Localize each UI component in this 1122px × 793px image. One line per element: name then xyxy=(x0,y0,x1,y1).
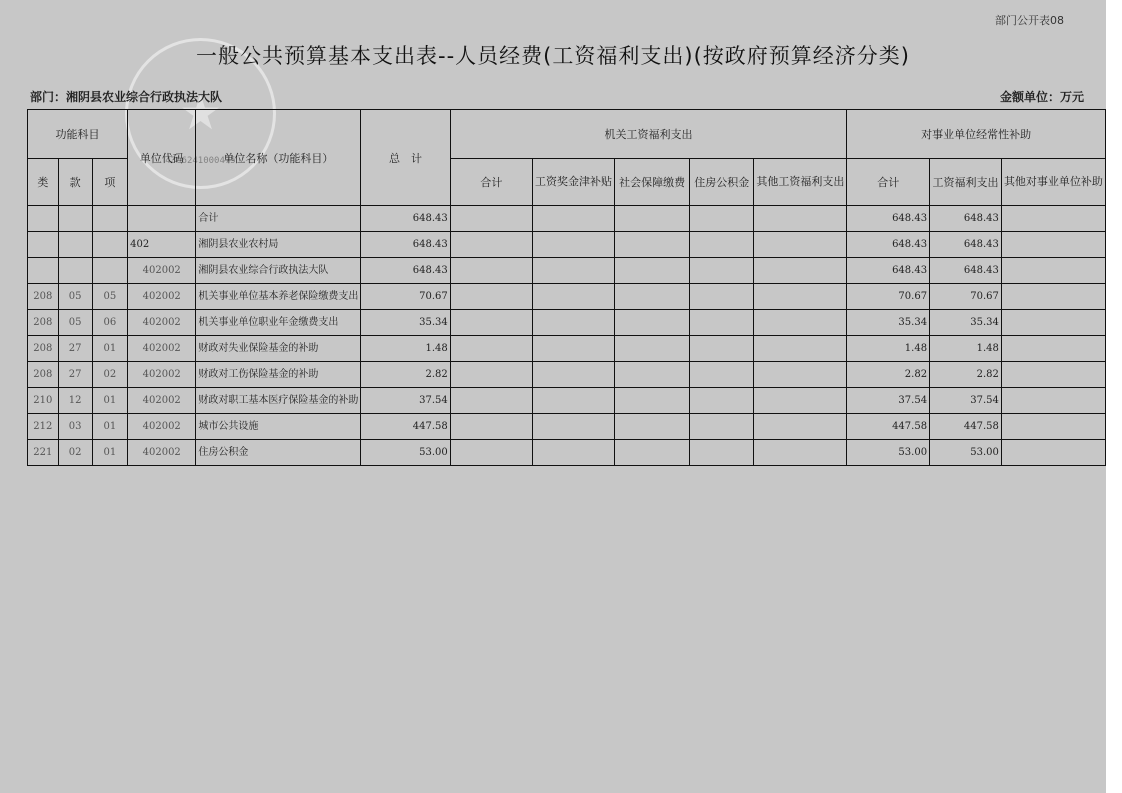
cell-org-other xyxy=(754,388,847,414)
cell-org-housing xyxy=(690,336,754,362)
cell-inst-salary: 648.43 xyxy=(930,258,1002,284)
cell-unit-code: 402002 xyxy=(128,362,196,388)
cell-inst-sum: 648.43 xyxy=(847,232,930,258)
cell-unit-name: 湘阴县农业综合行政执法大队 xyxy=(196,258,361,284)
cell-unit-name: 财政对失业保险基金的补助 xyxy=(196,336,361,362)
cell-org-other xyxy=(754,284,847,310)
header-org-sum: 合计 xyxy=(450,159,532,206)
form-tag: 部门公开表08 xyxy=(995,14,1064,27)
cell-org-housing xyxy=(690,258,754,284)
cell-unit-name: 财政对职工基本医疗保险基金的补助 xyxy=(196,388,361,414)
table-row xyxy=(28,336,1106,362)
cell-unit-code: 402002 xyxy=(128,440,196,466)
cell-kuan xyxy=(58,258,92,284)
cell-org-housing xyxy=(690,440,754,466)
cell-unit-name: 财政对工伤保险基金的补助 xyxy=(196,362,361,388)
cell-inst-salary: 648.43 xyxy=(930,232,1002,258)
cell-inst-other xyxy=(1001,232,1105,258)
cell-unit-code xyxy=(128,206,196,232)
cell-kuan xyxy=(58,232,92,258)
cell-inst-salary: 1.48 xyxy=(930,336,1002,362)
cell-org-social xyxy=(615,232,690,258)
cell-inst-other xyxy=(1001,414,1105,440)
cell-org-salary xyxy=(533,232,615,258)
cell-lei: 208 xyxy=(28,284,59,310)
cell-inst-other xyxy=(1001,284,1105,310)
cell-xiang: 01 xyxy=(92,388,128,414)
cell-inst-other xyxy=(1001,258,1105,284)
cell-inst-other xyxy=(1001,388,1105,414)
header-org-welfare: 机关工资福利支出 xyxy=(450,110,847,159)
cell-lei: 212 xyxy=(28,414,59,440)
cell-kuan: 05 xyxy=(58,284,92,310)
cell-kuan xyxy=(58,206,92,232)
cell-inst-sum: 35.34 xyxy=(847,310,930,336)
seal-star-icon: ★ xyxy=(178,85,223,141)
amount-unit-label: 金额单位：万元 xyxy=(999,90,1084,104)
cell-inst-other xyxy=(1001,206,1105,232)
cell-org-housing xyxy=(690,310,754,336)
cell-org-salary xyxy=(533,284,615,310)
cell-unit-code: 402002 xyxy=(128,388,196,414)
header-unit-name: 单位名称（功能科目） xyxy=(196,110,361,206)
cell-inst-sum: 53.00 xyxy=(847,440,930,466)
header-unit-code: 单位代码 xyxy=(128,110,196,206)
cell-org-social xyxy=(615,388,690,414)
cell-org-social xyxy=(615,362,690,388)
cell-org-other xyxy=(754,258,847,284)
cell-inst-salary: 648.43 xyxy=(930,206,1002,232)
cell-lei xyxy=(28,206,59,232)
cell-inst-sum: 70.67 xyxy=(847,284,930,310)
cell-org-salary xyxy=(533,414,615,440)
cell-total: 648.43 xyxy=(361,258,450,284)
cell-xiang xyxy=(92,206,128,232)
cell-total: 53.00 xyxy=(361,440,450,466)
cell-kuan: 02 xyxy=(58,440,92,466)
cell-org-sum xyxy=(450,414,532,440)
cell-total: 70.67 xyxy=(361,284,450,310)
cell-total: 35.34 xyxy=(361,310,450,336)
page-title: 一般公共预算基本支出表--人员经费(工资福利支出)(按政府预算经济分类) xyxy=(196,44,910,68)
cell-org-salary xyxy=(533,440,615,466)
cell-org-salary xyxy=(533,206,615,232)
header-xiang: 项 xyxy=(92,159,128,206)
cell-org-social xyxy=(615,440,690,466)
cell-org-social xyxy=(615,284,690,310)
cell-org-social xyxy=(615,206,690,232)
cell-unit-name: 机关事业单位基本养老保险缴费支出 xyxy=(196,284,361,310)
cell-xiang: 05 xyxy=(92,284,128,310)
table-row xyxy=(28,440,1106,466)
cell-inst-other xyxy=(1001,336,1105,362)
table-row xyxy=(28,414,1106,440)
header-org-salary: 工资奖金津补贴 xyxy=(533,159,615,206)
header-org-housing: 住房公积金 xyxy=(690,159,754,206)
cell-org-housing xyxy=(690,362,754,388)
table-row xyxy=(28,232,1106,258)
cell-inst-sum: 648.43 xyxy=(847,206,930,232)
cell-xiang: 02 xyxy=(92,362,128,388)
cell-inst-salary: 35.34 xyxy=(930,310,1002,336)
cell-org-sum xyxy=(450,284,532,310)
cell-lei: 208 xyxy=(28,336,59,362)
cell-total: 2.82 xyxy=(361,362,450,388)
cell-inst-sum: 447.58 xyxy=(847,414,930,440)
budget-table xyxy=(27,109,1106,466)
cell-org-sum xyxy=(450,232,532,258)
header-kuan: 款 xyxy=(58,159,92,206)
table-row xyxy=(28,206,1106,232)
department-label: 部门：湘阴县农业综合行政执法大队 xyxy=(30,90,223,104)
header-func-subject: 功能科目 xyxy=(28,110,128,159)
cell-org-salary xyxy=(533,258,615,284)
table-row xyxy=(28,362,1106,388)
cell-org-salary xyxy=(533,336,615,362)
cell-kuan: 12 xyxy=(58,388,92,414)
cell-total: 447.58 xyxy=(361,414,450,440)
cell-total: 1.48 xyxy=(361,336,450,362)
cell-org-social xyxy=(615,336,690,362)
cell-org-housing xyxy=(690,284,754,310)
header-org-other: 其他工资福利支出 xyxy=(754,159,847,206)
cell-lei xyxy=(28,232,59,258)
cell-org-other xyxy=(754,440,847,466)
cell-org-social xyxy=(615,310,690,336)
cell-org-sum xyxy=(450,336,532,362)
cell-org-other xyxy=(754,414,847,440)
cell-org-sum xyxy=(450,206,532,232)
cell-org-sum xyxy=(450,310,532,336)
cell-org-other xyxy=(754,310,847,336)
cell-org-sum xyxy=(450,258,532,284)
cell-kuan: 03 xyxy=(58,414,92,440)
cell-lei: 221 xyxy=(28,440,59,466)
cell-inst-sum: 2.82 xyxy=(847,362,930,388)
cell-org-housing xyxy=(690,388,754,414)
cell-total: 648.43 xyxy=(361,206,450,232)
cell-inst-sum: 1.48 xyxy=(847,336,930,362)
cell-org-sum xyxy=(450,440,532,466)
cell-org-other xyxy=(754,362,847,388)
cell-inst-salary: 70.67 xyxy=(930,284,1002,310)
cell-unit-code: 402002 xyxy=(128,336,196,362)
cell-org-housing xyxy=(690,414,754,440)
cell-lei xyxy=(28,258,59,284)
cell-org-salary xyxy=(533,388,615,414)
cell-kuan: 05 xyxy=(58,310,92,336)
header-inst-salary: 工资福利支出 xyxy=(930,159,1002,206)
header-total: 总 计 xyxy=(361,110,450,206)
header-lei: 类 xyxy=(28,159,59,206)
header-inst-other: 其他对事业单位补助 xyxy=(1001,159,1105,206)
cell-inst-salary: 53.00 xyxy=(930,440,1002,466)
cell-unit-name: 住房公积金 xyxy=(196,440,361,466)
cell-unit-code: 402002 xyxy=(128,284,196,310)
cell-total: 37.54 xyxy=(361,388,450,414)
cell-inst-sum: 648.43 xyxy=(847,258,930,284)
cell-unit-name: 合计 xyxy=(196,206,361,232)
cell-xiang xyxy=(92,232,128,258)
cell-inst-other xyxy=(1001,440,1105,466)
cell-org-sum xyxy=(450,388,532,414)
header-inst-subsidy: 对事业单位经常性补助 xyxy=(847,110,1106,159)
cell-org-social xyxy=(615,258,690,284)
cell-org-other xyxy=(754,232,847,258)
cell-unit-code: 402002 xyxy=(128,258,196,284)
cell-inst-salary: 37.54 xyxy=(930,388,1002,414)
cell-org-housing xyxy=(690,206,754,232)
cell-lei: 208 xyxy=(28,310,59,336)
cell-org-salary xyxy=(533,310,615,336)
table-row xyxy=(28,258,1106,284)
cell-xiang: 06 xyxy=(92,310,128,336)
cell-unit-name: 机关事业单位职业年金缴费支出 xyxy=(196,310,361,336)
table-row xyxy=(28,388,1106,414)
cell-inst-other xyxy=(1001,310,1105,336)
header-inst-sum: 合计 xyxy=(847,159,930,206)
cell-kuan: 27 xyxy=(58,336,92,362)
cell-inst-salary: 2.82 xyxy=(930,362,1002,388)
cell-unit-code: 402 xyxy=(128,232,196,258)
cell-unit-name: 城市公共设施 xyxy=(196,414,361,440)
header-org-social: 社会保障缴费 xyxy=(615,159,690,206)
cell-lei: 208 xyxy=(28,362,59,388)
cell-unit-code: 402002 xyxy=(128,310,196,336)
cell-total: 648.43 xyxy=(361,232,450,258)
cell-org-other xyxy=(754,336,847,362)
cell-org-other xyxy=(754,206,847,232)
cell-org-social xyxy=(615,414,690,440)
cell-unit-code: 402002 xyxy=(128,414,196,440)
cell-org-salary xyxy=(533,362,615,388)
cell-xiang xyxy=(92,258,128,284)
cell-org-sum xyxy=(450,362,532,388)
seal-code: 4306241000475 xyxy=(165,156,236,166)
cell-org-housing xyxy=(690,232,754,258)
cell-inst-salary: 447.58 xyxy=(930,414,1002,440)
table-row xyxy=(28,310,1106,336)
cell-unit-name: 湘阴县农业农村局 xyxy=(196,232,361,258)
cell-lei: 210 xyxy=(28,388,59,414)
cell-kuan: 27 xyxy=(58,362,92,388)
cell-xiang: 01 xyxy=(92,414,128,440)
cell-inst-sum: 37.54 xyxy=(847,388,930,414)
cell-xiang: 01 xyxy=(92,336,128,362)
table-row xyxy=(28,284,1106,310)
cell-xiang: 01 xyxy=(92,440,128,466)
cell-inst-other xyxy=(1001,362,1105,388)
